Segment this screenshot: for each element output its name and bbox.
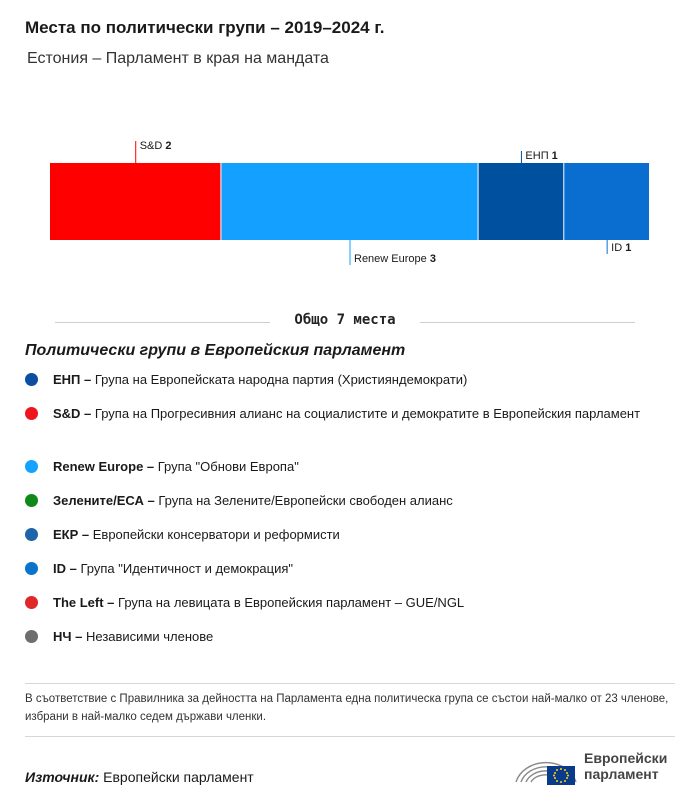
legend-text [53, 559, 653, 578]
source [25, 769, 254, 785]
chart-title: Места по политически групи – 2019–2024 г. [25, 18, 385, 37]
source-label: Източник: [25, 769, 100, 785]
logo-line-2: парламент [584, 766, 659, 782]
legend-text [53, 370, 653, 389]
footnote-divider-bottom [25, 736, 675, 737]
total-seats-label: Общо 7 места [294, 312, 396, 328]
legend-description: Група на Европейската народна партия (Християндемократи) [91, 372, 468, 387]
data-label-renew-europe: Renew Europe 3 [354, 253, 436, 265]
european-parliament-logo [514, 744, 684, 788]
legend-description: Група на левицата в Европейския парламент – GUE/NGL [114, 595, 465, 610]
total-seats [55, 312, 635, 332]
legend-text [53, 404, 653, 423]
legend-dot-icon [25, 528, 38, 541]
legend-dot-icon [25, 562, 38, 575]
legend-text [53, 457, 653, 476]
legend-dot-icon [25, 630, 38, 643]
chart-subtitle: Естония – Парламент в края на мандата [27, 50, 329, 67]
seat-bar-chart [0, 130, 700, 280]
legend-abbr: S&D – [53, 406, 92, 421]
data-label-id: ID 1 [611, 242, 632, 254]
legend-text [53, 627, 653, 646]
parliament-emblem-icon [514, 744, 580, 788]
logo-wordmark [584, 750, 667, 782]
legend-abbr: The Left – [53, 595, 115, 610]
legend-description: Група "Идентичност и демокрация" [76, 561, 294, 576]
legend-description: Група "Обнови Европа" [154, 459, 299, 474]
legend-description: Група на Зелените/Европейски свободен алианс [154, 493, 453, 508]
footnote: В съответствие с Правилника за дейността на Парламента една политическа група се състои най-малко от 23 членове, избрани в най-малко седем държави членки. [25, 693, 669, 723]
legend-description: Европейски консерватори и реформисти [89, 527, 340, 542]
bar-segment-renew-europe [221, 163, 477, 240]
legend-abbr: Зелените/ЕСА – [53, 493, 155, 508]
legend-title: Политически групи в Европейския парламент [25, 342, 406, 359]
legend-abbr: ID – [53, 561, 77, 576]
legend-dot-icon [25, 373, 38, 386]
logo-line-1: Европейски [584, 750, 668, 766]
data-label-енп: ЕНП 1 [525, 150, 558, 162]
footnote-divider-top [25, 683, 675, 684]
legend-abbr: ЕКР – [53, 527, 90, 542]
legend-dot-icon [25, 494, 38, 507]
legend-dot-icon [25, 460, 38, 473]
legend-dot-icon [25, 407, 38, 420]
legend-text [53, 593, 653, 612]
legend-abbr: ЕНП – [53, 372, 92, 387]
total-divider-right [420, 322, 635, 323]
bar-segment-s-d [50, 163, 220, 240]
bar-segment-енп [479, 163, 564, 240]
data-label-s-d: S&D 2 [139, 140, 172, 152]
legend-text [53, 525, 653, 544]
legend-description: Група на Прогресивния алианс на социалистите и демократите в Европейския парламент [91, 406, 641, 421]
legend-abbr: НЧ – [53, 629, 83, 644]
legend-description: Независими членове [82, 629, 214, 644]
bar-segment-id [564, 163, 649, 240]
source-value: Европейски парламент [103, 769, 254, 785]
legend-abbr: Renew Europe – [53, 459, 155, 474]
legend-dot-icon [25, 596, 38, 609]
legend-text [53, 491, 653, 510]
